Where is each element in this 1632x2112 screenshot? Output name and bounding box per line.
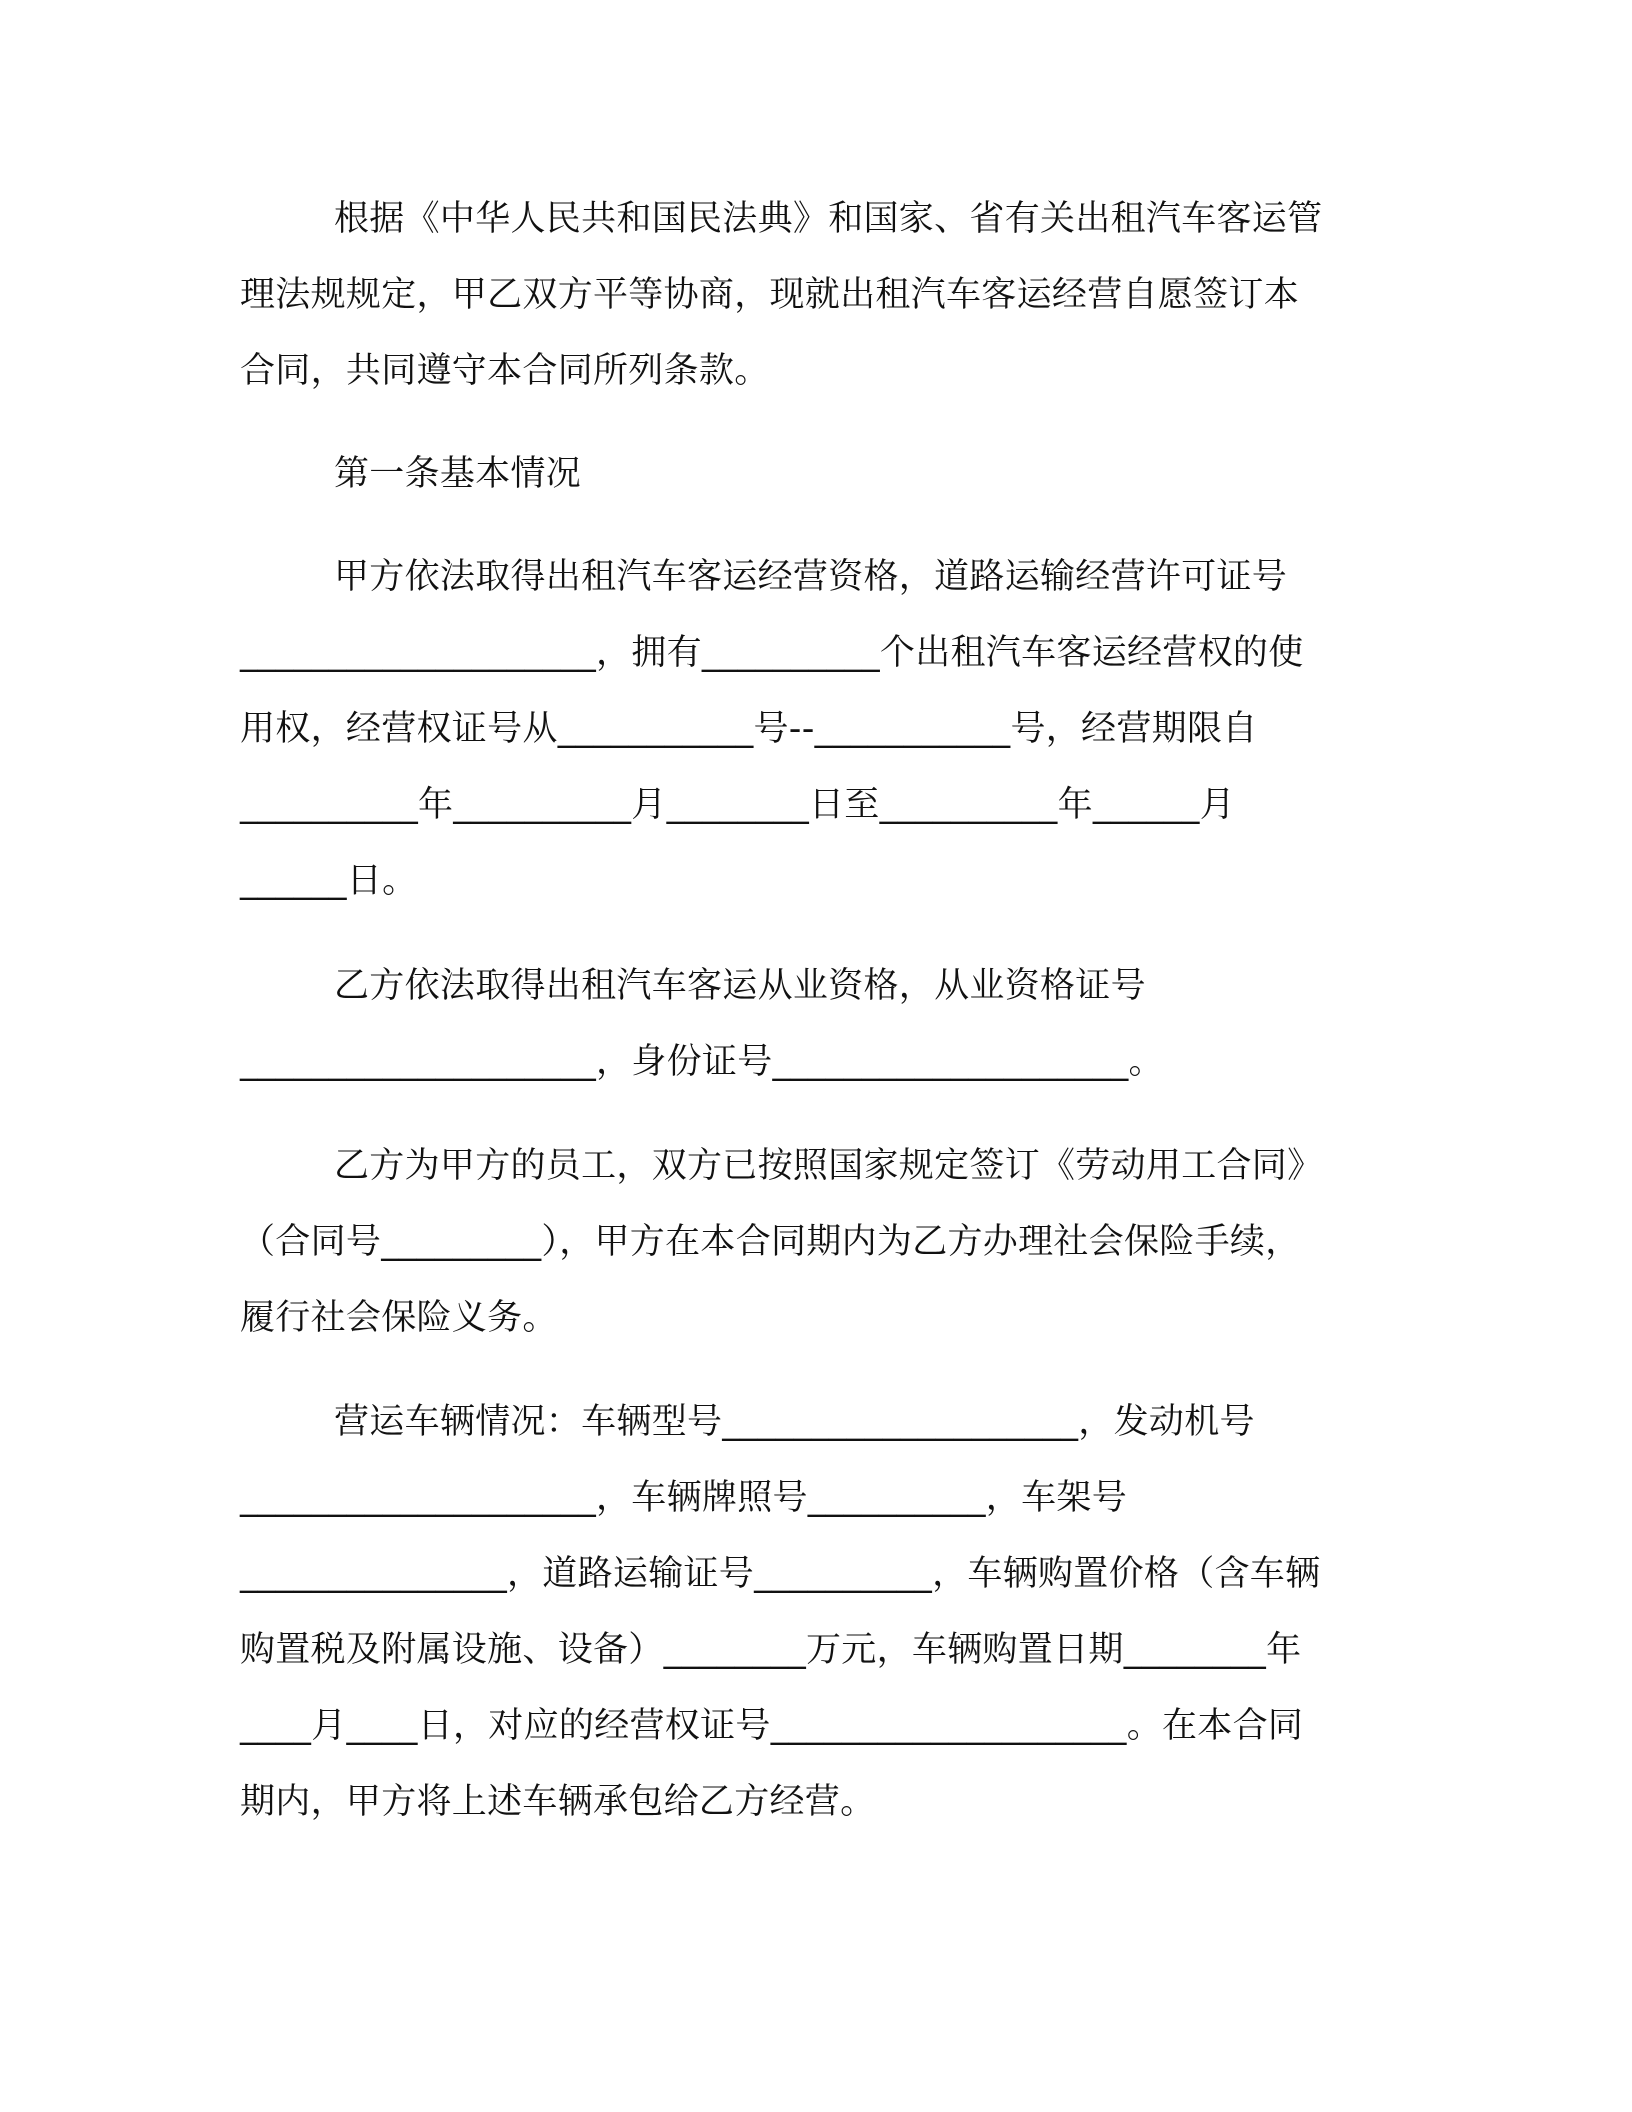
vehicle-line-2: ____________________，车辆牌照号__________，车架号 (240, 1478, 1128, 1518)
vehicle-line-1: 营运车辆情况：车辆型号____________________，发动机号 (334, 1402, 1255, 1442)
employment-line-3: 履行社会保险义务。 (240, 1298, 558, 1338)
vehicle-line-6: 期内，甲方将上述车辆承包给乙方经营。 (240, 1782, 876, 1822)
article-1-heading: 第一条基本情况 (334, 454, 582, 494)
vehicle-line-4: 购置税及附属设施、设备）________万元，车辆购置日期________年 (240, 1630, 1302, 1670)
preamble-line-2: 理法规规定，甲乙双方平等协商，现就出租汽车客运经营自愿签订本 (240, 275, 1300, 315)
employment-line-2: （合同号_________），甲方在本合同期内为乙方办理社会保险手续， (240, 1222, 1301, 1262)
party-b-line-2: ____________________，身份证号____________________。 (240, 1042, 1164, 1082)
employment-line-1: 乙方为甲方的员工，双方已按照国家规定签订《劳动用工合同》 (334, 1146, 1323, 1186)
vehicle-line-5: ____月____日，对应的经营权证号____________________。在本合同 (240, 1706, 1304, 1746)
party-a-line-1: 甲方依法取得出租汽车客运经营资格，道路运输经营许可证号 (334, 557, 1288, 597)
party-a-line-2: ____________________，拥有__________个出租汽车客运经营权的使 (240, 633, 1304, 673)
party-a-line-5: ______日。 (240, 861, 418, 901)
vehicle-line-3: _______________，道路运输证号__________，车辆购置价格（含车辆 (240, 1554, 1321, 1594)
party-b-line-1: 乙方依法取得出租汽车客运从业资格，从业资格证号 (334, 966, 1146, 1006)
party-a-line-4: __________年__________月________日至__________年______月 (240, 785, 1235, 825)
party-a-line-3: 用权，经营权证号从___________号--___________号，经营期限自 (240, 709, 1258, 749)
preamble-line-3: 合同，共同遵守本合同所列条款。 (240, 351, 770, 391)
preamble-line-1: 根据《中华人民共和国民法典》和国家、省有关出租汽车客运管 (334, 199, 1323, 239)
